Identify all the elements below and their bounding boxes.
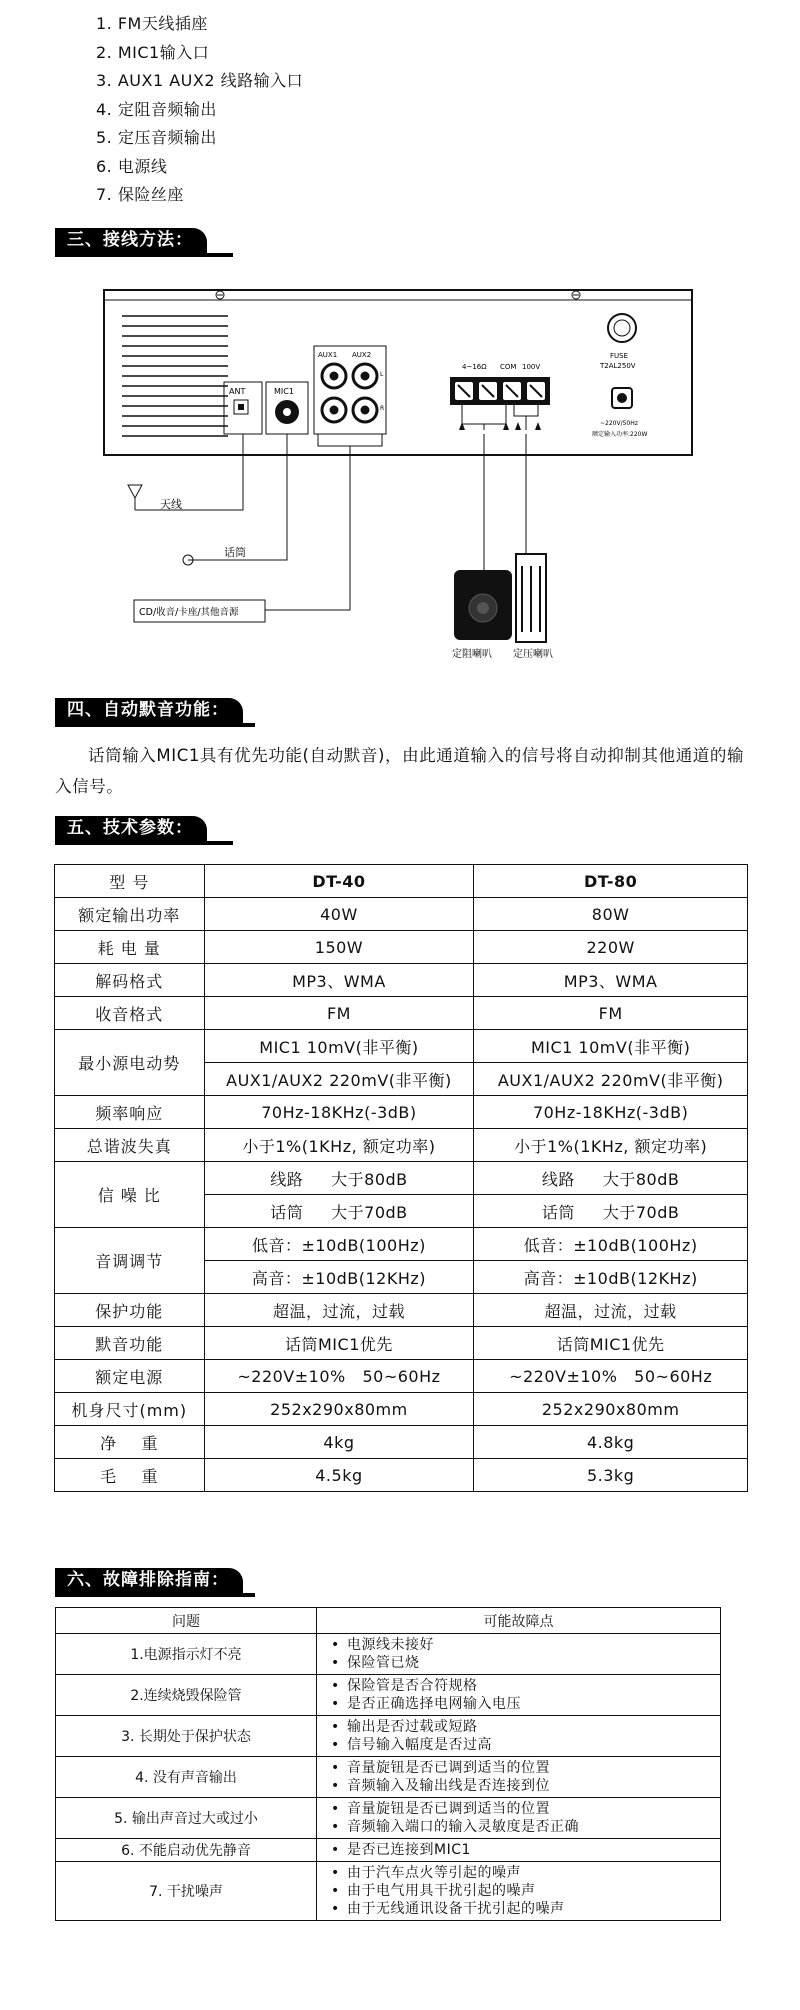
table-row bbox=[55, 1459, 748, 1492]
antenna-icon bbox=[128, 485, 142, 510]
source-label: CD/收音/卡座/其他音源 bbox=[139, 607, 239, 618]
list-item: 2. MIC1输入口 bbox=[96, 42, 210, 62]
table-row bbox=[56, 1716, 721, 1757]
rca-jack-icon bbox=[322, 364, 377, 422]
table-cell: 毛 重 bbox=[55, 1459, 205, 1492]
table-cell: 耗 电 量 bbox=[55, 931, 205, 964]
table-cell: 220W bbox=[474, 931, 748, 964]
table-cell: 5.3kg bbox=[474, 1459, 748, 1492]
antenna-label: 天线 bbox=[160, 498, 182, 511]
table-cell: 话筒MIC1优先 bbox=[204, 1327, 474, 1360]
list-item: 1. FM天线插座 bbox=[96, 14, 208, 33]
list-item: • 保险管已烧 bbox=[347, 1654, 720, 1672]
list-item: 7. 保险丝座 bbox=[96, 185, 184, 204]
speaker-volt-label: 定压喇叭 bbox=[513, 649, 553, 660]
table-row bbox=[55, 931, 748, 964]
heading-underline bbox=[55, 723, 255, 727]
table-cell: 252x290x80mm bbox=[204, 1393, 474, 1426]
table-cell: 最小源电动势 bbox=[55, 1030, 205, 1096]
table-row bbox=[56, 1757, 721, 1798]
table-cell: MP3、WMA bbox=[204, 964, 474, 997]
heading-underline bbox=[55, 253, 233, 257]
list-item: • 音量旋钮是否已调到适当的位置 bbox=[347, 1759, 720, 1777]
table-cell: 超温，过流，过载 bbox=[204, 1294, 474, 1327]
section-heading-specs: 五、技术参数： bbox=[55, 816, 207, 841]
table-row bbox=[55, 1426, 748, 1459]
aux2-label: AUX2 bbox=[352, 351, 372, 359]
power-note: ~220V/50Hz bbox=[600, 420, 638, 427]
wiring-diagram bbox=[0, 270, 800, 660]
table-cell: ~220V±10% 50~60Hz bbox=[204, 1360, 474, 1393]
table-cell: MIC1 10mV(非平衡) bbox=[474, 1030, 748, 1063]
fuse-rating: T2AL250V bbox=[600, 362, 636, 370]
table-row bbox=[55, 1129, 748, 1162]
list-item: 3. AUX1 AUX2 线路输入口 bbox=[96, 71, 304, 90]
term-100v-label: 100V bbox=[522, 363, 541, 371]
table-cell: AUX1/AUX2 220mV(非平衡) bbox=[204, 1063, 474, 1096]
list-item: 5. 定压音频输出 bbox=[96, 128, 217, 147]
table-cell: 话筒 大于70dB bbox=[474, 1195, 748, 1228]
table-cell: MIC1 10mV(非平衡) bbox=[204, 1030, 474, 1063]
table-row bbox=[55, 1096, 748, 1129]
table-cell: FM bbox=[474, 997, 748, 1030]
table-row bbox=[55, 1228, 748, 1261]
table-row bbox=[55, 1294, 748, 1327]
table-cell: 70Hz-18KHz(-3dB) bbox=[474, 1096, 748, 1129]
table-cell: 净 重 bbox=[55, 1426, 205, 1459]
table-cell bbox=[317, 1862, 721, 1921]
table-cell: 总谐波失真 bbox=[55, 1129, 205, 1162]
table-cell: 4kg bbox=[204, 1426, 474, 1459]
table-cell: 6. 不能启动优先静音 bbox=[56, 1839, 317, 1862]
table-header: DT-40 bbox=[204, 865, 474, 898]
table-row bbox=[55, 1393, 748, 1426]
table-cell: 额定电源 bbox=[55, 1360, 205, 1393]
table-cell: 80W bbox=[474, 898, 748, 931]
list-item: • 电源线未接好 bbox=[347, 1636, 720, 1654]
table-cell: AUX1/AUX2 220mV(非平衡) bbox=[474, 1063, 748, 1096]
parts-list bbox=[96, 10, 303, 210]
mic-label: 话筒 bbox=[224, 546, 246, 559]
power-rated: 额定输入功率:220W bbox=[592, 431, 648, 438]
table-cell: 高音：±10dB(12KHz) bbox=[474, 1261, 748, 1294]
table-row bbox=[55, 1030, 748, 1063]
table-cell: 超温，过流，过载 bbox=[474, 1294, 748, 1327]
table-cell: 高音：±10dB(12KHz) bbox=[204, 1261, 474, 1294]
table-row bbox=[55, 1327, 748, 1360]
fuse-label: FUSE bbox=[610, 352, 629, 360]
table-cell: 小于1%(1KHz, 额定功率) bbox=[474, 1129, 748, 1162]
table-cell: 额定输出功率 bbox=[55, 898, 205, 931]
table-cell: 线路 大于80dB bbox=[204, 1162, 474, 1195]
list-item: 4. 定阻音频输出 bbox=[96, 99, 217, 119]
table-cell: 70Hz-18KHz(-3dB) bbox=[204, 1096, 474, 1129]
table-cell: 2.连续烧毁保险管 bbox=[56, 1675, 317, 1716]
table-cell: ~220V±10% 50~60Hz bbox=[474, 1360, 748, 1393]
list-item: • 信号输入幅度是否过高 bbox=[347, 1736, 720, 1754]
table-header: 型 号 bbox=[55, 865, 205, 898]
table-header: DT-80 bbox=[474, 865, 748, 898]
list-item: • 由于汽车点火等引起的噪声 bbox=[347, 1864, 720, 1882]
table-cell: 话筒 大于70dB bbox=[204, 1195, 474, 1228]
table-row bbox=[56, 1608, 721, 1634]
speaker-imp-icon bbox=[454, 570, 512, 640]
list-item: • 是否正确选择电网输入电压 bbox=[347, 1695, 720, 1713]
table-header: 问题 bbox=[56, 1608, 317, 1634]
table-row bbox=[56, 1798, 721, 1839]
aux1-label: AUX1 bbox=[318, 351, 338, 359]
list-item: • 音频输入及输出线是否连接到位 bbox=[347, 1777, 720, 1795]
vent-grille bbox=[122, 316, 228, 436]
mic1-label: MIC1 bbox=[274, 387, 294, 396]
aux-r-label: R bbox=[380, 405, 385, 412]
table-cell: 音调调节 bbox=[55, 1228, 205, 1294]
speaker-imp-label: 定阻喇叭 bbox=[452, 649, 492, 660]
section-heading-wiring: 三、接线方法： bbox=[55, 228, 207, 253]
table-cell: 频率响应 bbox=[55, 1096, 205, 1129]
table-header: 可能故障点 bbox=[317, 1608, 721, 1634]
table-row bbox=[56, 1862, 721, 1921]
table-row bbox=[55, 964, 748, 997]
table-cell: MP3、WMA bbox=[474, 964, 748, 997]
list-item: • 由于无线通讯设备干扰引起的噪声 bbox=[347, 1900, 720, 1918]
table-cell: 线路 大于80dB bbox=[474, 1162, 748, 1195]
aux-l-label: L bbox=[380, 371, 384, 378]
list-item: • 音量旋钮是否已调到适当的位置 bbox=[347, 1800, 720, 1818]
table-cell bbox=[317, 1675, 721, 1716]
screw-icon bbox=[216, 291, 580, 299]
section-heading-mute: 四、自动默音功能： bbox=[55, 698, 243, 723]
table-cell: 解码格式 bbox=[55, 964, 205, 997]
table-row bbox=[55, 1360, 748, 1393]
table-row bbox=[55, 865, 748, 898]
table-cell: 保护功能 bbox=[55, 1294, 205, 1327]
table-cell: 4.5kg bbox=[204, 1459, 474, 1492]
table-row bbox=[55, 1162, 748, 1195]
table-cell: 4.8kg bbox=[474, 1426, 748, 1459]
table-cell: 低音：±10dB(100Hz) bbox=[204, 1228, 474, 1261]
table-cell: 收音格式 bbox=[55, 997, 205, 1030]
table-cell: 7. 干扰噪声 bbox=[56, 1862, 317, 1921]
list-item: • 由于电气用具干扰引起的噪声 bbox=[347, 1882, 720, 1900]
list-item: • 输出是否过载或短路 bbox=[347, 1718, 720, 1736]
table-row bbox=[56, 1675, 721, 1716]
table-cell: 3. 长期处于保护状态 bbox=[56, 1716, 317, 1757]
table-cell bbox=[317, 1839, 721, 1862]
table-cell: 252x290x80mm bbox=[474, 1393, 748, 1426]
table-cell: FM bbox=[204, 997, 474, 1030]
table-cell: 话筒MIC1优先 bbox=[474, 1327, 748, 1360]
table-cell: 150W bbox=[204, 931, 474, 964]
table-cell: 40W bbox=[204, 898, 474, 931]
table-cell: 低音：±10dB(100Hz) bbox=[474, 1228, 748, 1261]
section-heading-troubleshooting: 六、故障排除指南： bbox=[55, 1568, 243, 1593]
table-row bbox=[56, 1634, 721, 1675]
table-cell bbox=[317, 1634, 721, 1675]
table-cell bbox=[317, 1757, 721, 1798]
speaker-volt-icon bbox=[516, 554, 546, 642]
table-row bbox=[55, 997, 748, 1030]
list-item: • 是否已连接到MIC1 bbox=[347, 1841, 720, 1859]
table-cell: 4. 没有声音输出 bbox=[56, 1757, 317, 1798]
table-cell: 机身尺寸(mm) bbox=[55, 1393, 205, 1426]
term-com-label: COM bbox=[500, 363, 517, 371]
term-imp-label: 4~16Ω bbox=[462, 363, 487, 371]
ant-label: ANT bbox=[229, 387, 246, 396]
fuse-holder-icon bbox=[608, 314, 636, 342]
table-cell: 默音功能 bbox=[55, 1327, 205, 1360]
table-cell: 1.电源指示灯不亮 bbox=[56, 1634, 317, 1675]
specs-table bbox=[54, 864, 748, 1492]
table-cell: 小于1%(1KHz, 额定功率) bbox=[204, 1129, 474, 1162]
list-item: • 保险管是否合符规格 bbox=[347, 1677, 720, 1695]
troubleshooting-table bbox=[55, 1607, 721, 1921]
list-item: • 音频输入端口的输入灵敏度是否正确 bbox=[347, 1818, 720, 1836]
heading-underline bbox=[55, 841, 233, 845]
table-cell bbox=[317, 1716, 721, 1757]
table-row bbox=[55, 898, 748, 931]
table-cell: 信 噪 比 bbox=[55, 1162, 205, 1228]
mute-description: 话筒输入MIC1具有优先功能(自动默音)，由此通道输入的信号将自动抑制其他通道的输入信号。 bbox=[55, 746, 745, 796]
list-item: 6. 电源线 bbox=[96, 156, 168, 176]
table-row bbox=[56, 1839, 721, 1862]
table-cell bbox=[317, 1798, 721, 1839]
table-cell: 5. 输出声音过大或过小 bbox=[56, 1798, 317, 1839]
heading-underline bbox=[55, 1593, 255, 1597]
